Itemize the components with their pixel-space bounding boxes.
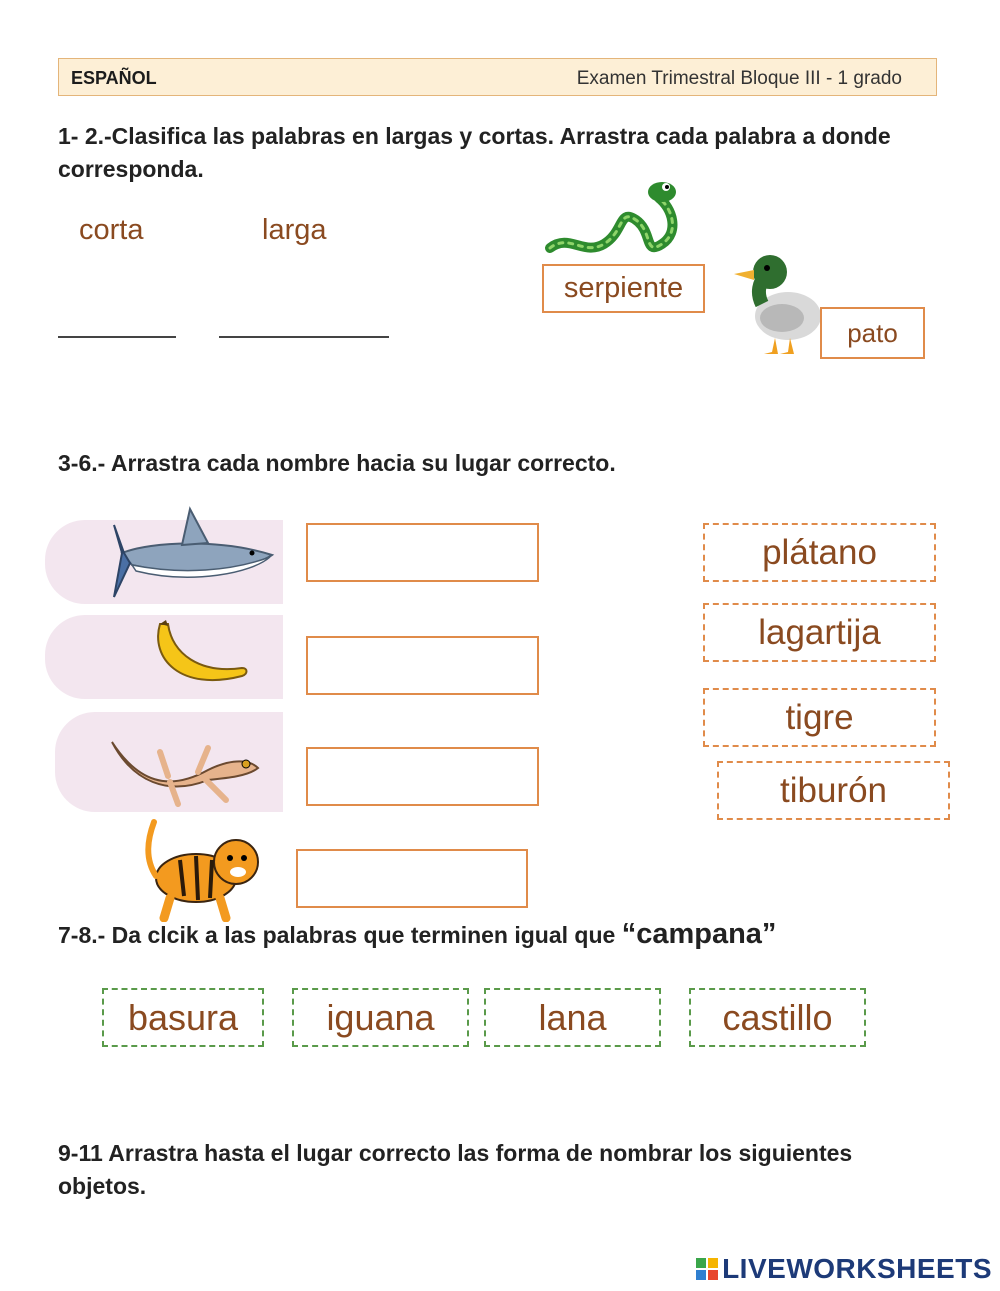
duck-image (730, 248, 825, 358)
choice-castillo[interactable]: castillo (689, 988, 866, 1047)
drop-line-long[interactable] (219, 336, 389, 338)
drop-box-tiger[interactable] (296, 849, 528, 908)
word-pato[interactable]: pato (820, 307, 925, 359)
category-short-label: corta (79, 214, 144, 246)
question-3-text: 7-8.- Da clcik a las palabras que terminen igual que (58, 922, 616, 948)
drop-box-lizard[interactable] (306, 747, 539, 806)
subject-label: ESPAÑOL (71, 68, 157, 88)
option-lagartija[interactable]: lagartija (703, 603, 936, 662)
exam-header (58, 58, 937, 96)
choice-iguana[interactable]: iguana (292, 988, 469, 1047)
exam-title: Examen Trimestral Bloque III - 1 grado (576, 68, 902, 89)
tiger-image (140, 818, 268, 922)
brand-text: LIVEWORKSHEETS (722, 1253, 992, 1284)
drop-box-banana[interactable] (306, 636, 539, 695)
target-word: “campana” (621, 918, 777, 950)
category-long-label: larga (262, 214, 327, 246)
drop-line-short[interactable] (58, 336, 176, 338)
choice-basura[interactable]: basura (102, 988, 264, 1047)
liveworksheets-logo (696, 1253, 992, 1285)
lizard-image (108, 712, 263, 812)
logo-icon (696, 1258, 718, 1280)
word-serpiente[interactable]: serpiente (542, 264, 705, 313)
drop-box-shark[interactable] (306, 523, 539, 582)
snake-image (544, 178, 689, 263)
option-tiburon[interactable]: tiburón (717, 761, 950, 820)
question-2-title: 3-6.- Arrastra cada nombre hacia su lugar correcto. (58, 450, 616, 476)
option-tigre[interactable]: tigre (703, 688, 936, 747)
question-4-title: 9-11 Arrastra hasta el lugar correcto las forma de nombrar los siguientes objetos. (58, 1140, 853, 1199)
question-3-title (58, 918, 958, 952)
banana-image (150, 618, 255, 696)
question-1-title: 1- 2.-Clasifica las palabras en largas y cortas. Arrastra cada palabra a donde corresponda. (58, 123, 891, 182)
choice-lana[interactable]: lana (484, 988, 661, 1047)
shark-image (112, 505, 282, 601)
option-platano[interactable]: plátano (703, 523, 936, 582)
